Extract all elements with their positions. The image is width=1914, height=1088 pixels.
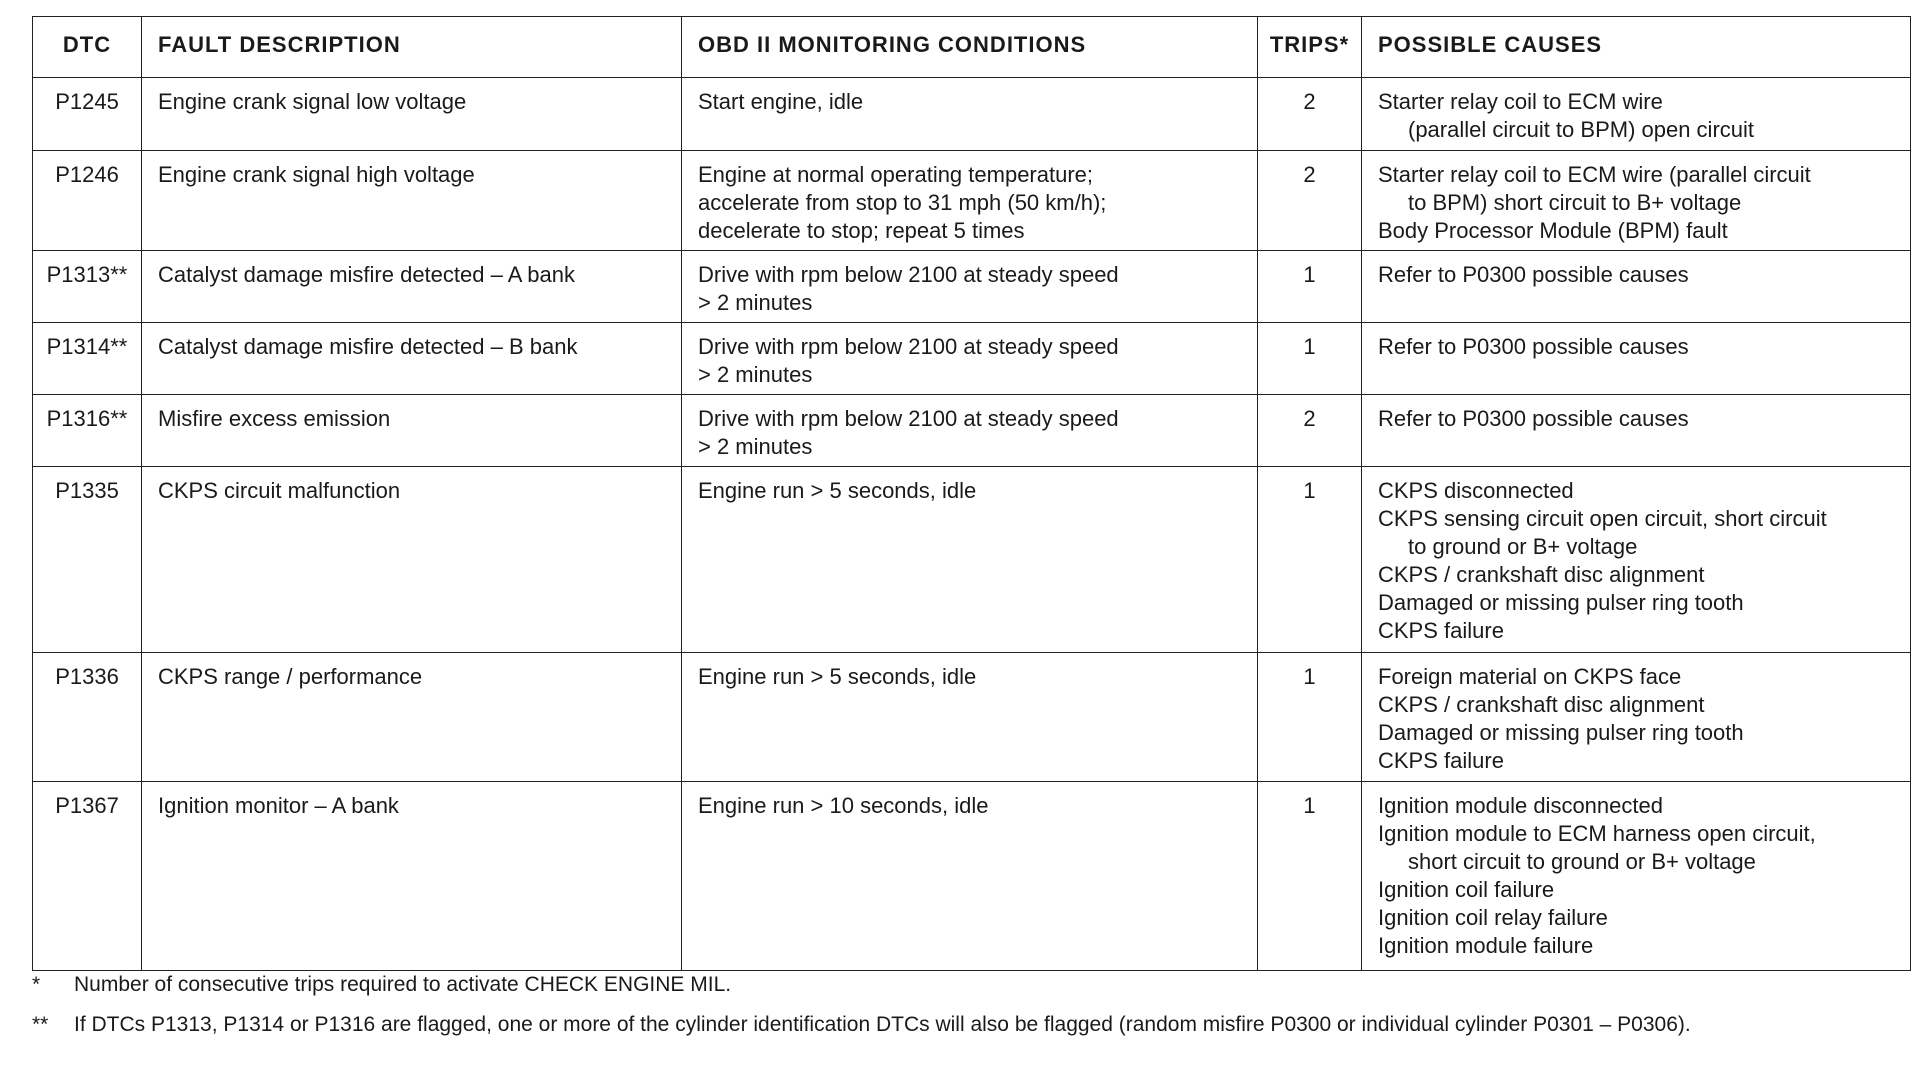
- footnote-trips: [32, 972, 731, 998]
- trips-count: 2: [1258, 151, 1362, 251]
- header-dtc: DTC: [33, 17, 142, 78]
- header-fault-description: FAULT DESCRIPTION: [142, 17, 682, 78]
- cause-line: short circuit to ground or B+ voltage: [1408, 849, 1756, 874]
- fault-description: Catalyst damage misfire detected – B bank: [142, 323, 682, 395]
- cause-line: to ground or B+ voltage: [1408, 534, 1638, 559]
- cause-line: (parallel circuit to BPM) open circuit: [1408, 117, 1755, 142]
- possible-causes: [1362, 251, 1911, 323]
- condition-line: decelerate to stop; repeat 5 times: [698, 218, 1025, 243]
- cause-line: CKPS failure: [1378, 618, 1504, 643]
- dtc-code: P1335: [33, 467, 142, 653]
- cause-line: CKPS sensing circuit open circuit, short circuit: [1378, 506, 1827, 531]
- cause-line: Foreign material on CKPS face: [1378, 664, 1682, 689]
- table-row: [33, 782, 1911, 971]
- dtc-table: [32, 16, 1911, 971]
- table-row: [33, 467, 1911, 653]
- header-monitoring-conditions: OBD II MONITORING CONDITIONS: [682, 17, 1258, 78]
- table-row: [33, 151, 1911, 251]
- possible-causes: [1362, 323, 1911, 395]
- monitoring-conditions: [682, 782, 1258, 971]
- table-row: [33, 78, 1911, 151]
- dtc-code: P1245: [33, 78, 142, 151]
- possible-causes: [1362, 151, 1911, 251]
- condition-line: Start engine, idle: [698, 89, 864, 114]
- possible-causes: [1362, 467, 1911, 653]
- monitoring-conditions: [682, 467, 1258, 653]
- footnote-text: Number of consecutive trips required to activate CHECK ENGINE MIL.: [74, 973, 732, 996]
- trips-count: 1: [1258, 467, 1362, 653]
- table-row: [33, 251, 1911, 323]
- table-body: [33, 78, 1911, 971]
- trips-count: 1: [1258, 251, 1362, 323]
- fault-description: Ignition monitor – A bank: [142, 782, 682, 971]
- condition-line: Engine run > 5 seconds, idle: [698, 664, 977, 689]
- fault-description: CKPS circuit malfunction: [142, 467, 682, 653]
- condition-line: Drive with rpm below 2100 at steady speed: [698, 334, 1119, 359]
- cause-line: CKPS failure: [1378, 748, 1504, 773]
- cause-line: Ignition coil failure: [1378, 877, 1555, 902]
- cause-line: to BPM) short circuit to B+ voltage: [1408, 190, 1742, 215]
- condition-line: > 2 minutes: [698, 290, 813, 315]
- dtc-code: P1313**: [33, 251, 142, 323]
- cause-line: Starter relay coil to ECM wire: [1378, 89, 1663, 114]
- cause-line: Ignition coil relay failure: [1378, 905, 1608, 930]
- cause-line: Starter relay coil to ECM wire (parallel circuit: [1378, 162, 1811, 187]
- condition-line: > 2 minutes: [698, 434, 813, 459]
- fault-description: Engine crank signal high voltage: [142, 151, 682, 251]
- cause-line: CKPS / crankshaft disc alignment: [1378, 692, 1705, 717]
- condition-line: Drive with rpm below 2100 at steady speed: [698, 262, 1119, 287]
- monitoring-conditions: [682, 151, 1258, 251]
- cause-line: CKPS / crankshaft disc alignment: [1378, 562, 1705, 587]
- condition-line: Engine at normal operating temperature;: [698, 162, 1094, 187]
- cause-line: Refer to P0300 possible causes: [1378, 334, 1689, 359]
- monitoring-conditions: [682, 395, 1258, 467]
- trips-count: 2: [1258, 78, 1362, 151]
- condition-line: Engine run > 5 seconds, idle: [698, 478, 977, 503]
- monitoring-conditions: [682, 323, 1258, 395]
- possible-causes: [1362, 782, 1911, 971]
- footnote-misfire: [32, 1012, 1691, 1038]
- possible-causes: [1362, 653, 1911, 782]
- trips-count: 2: [1258, 395, 1362, 467]
- monitoring-conditions: [682, 653, 1258, 782]
- table-row: [33, 653, 1911, 782]
- dtc-code: P1314**: [33, 323, 142, 395]
- cause-line: Ignition module disconnected: [1378, 793, 1663, 818]
- condition-line: > 2 minutes: [698, 362, 813, 387]
- cause-line: Damaged or missing pulser ring tooth: [1378, 720, 1744, 745]
- dtc-code: P1367: [33, 782, 142, 971]
- dtc-code: P1316**: [33, 395, 142, 467]
- fault-description: Engine crank signal low voltage: [142, 78, 682, 151]
- footnote-mark: **: [32, 1013, 49, 1036]
- trips-count: 1: [1258, 782, 1362, 971]
- header-possible-causes: POSSIBLE CAUSES: [1362, 17, 1911, 78]
- cause-line: Damaged or missing pulser ring tooth: [1378, 590, 1744, 615]
- condition-line: accelerate from stop to 31 mph (50 km/h);: [698, 190, 1107, 215]
- possible-causes: [1362, 78, 1911, 151]
- table-row: [33, 323, 1911, 395]
- fault-description: Catalyst damage misfire detected – A bank: [142, 251, 682, 323]
- cause-line: Refer to P0300 possible causes: [1378, 262, 1689, 287]
- trips-count: 1: [1258, 323, 1362, 395]
- footnote-mark: *: [32, 973, 41, 996]
- table-header-row: [33, 17, 1911, 78]
- fault-description: CKPS range / performance: [142, 653, 682, 782]
- cause-line: Body Processor Module (BPM) fault: [1378, 218, 1728, 243]
- possible-causes: [1362, 395, 1911, 467]
- trips-count: 1: [1258, 653, 1362, 782]
- cause-line: Ignition module to ECM harness open circuit,: [1378, 821, 1816, 846]
- header-trips: TRIPS*: [1258, 17, 1362, 78]
- monitoring-conditions: [682, 78, 1258, 151]
- condition-line: Drive with rpm below 2100 at steady speed: [698, 406, 1119, 431]
- dtc-code: P1336: [33, 653, 142, 782]
- cause-line: Ignition module failure: [1378, 933, 1594, 958]
- footnote-text: If DTCs P1313, P1314 or P1316 are flagged, one or more of the cylinder identification DTCs will also be flagged (random misfire P0300 or individual cylinder P0301 – P0306).: [74, 1013, 1691, 1036]
- fault-description: Misfire excess emission: [142, 395, 682, 467]
- cause-line: CKPS disconnected: [1378, 478, 1574, 503]
- condition-line: Engine run > 10 seconds, idle: [698, 793, 989, 818]
- cause-line: Refer to P0300 possible causes: [1378, 406, 1689, 431]
- table-row: [33, 395, 1911, 467]
- monitoring-conditions: [682, 251, 1258, 323]
- dtc-code: P1246: [33, 151, 142, 251]
